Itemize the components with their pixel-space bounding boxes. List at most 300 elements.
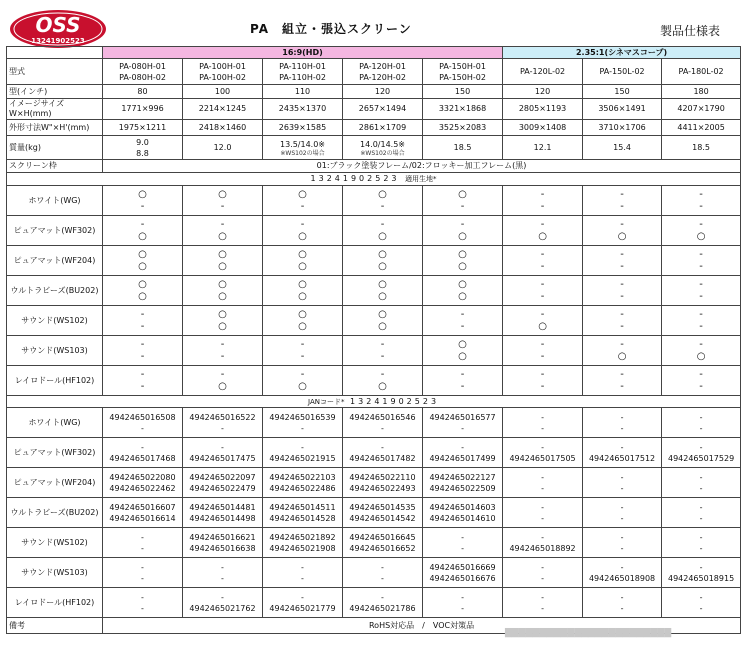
image-size-cell bbox=[183, 99, 263, 120]
cell-text: - bbox=[620, 380, 624, 392]
jan-code-cell bbox=[503, 408, 583, 438]
mark-pair bbox=[662, 219, 740, 243]
cell-text: - bbox=[620, 472, 624, 482]
cell-text: 4942465014498 bbox=[189, 513, 256, 523]
jan-code-cell bbox=[583, 588, 662, 618]
cell-text: 4942465017499 bbox=[429, 453, 496, 463]
size-cell bbox=[103, 85, 183, 99]
cell-text: PA-120H-02 bbox=[359, 72, 406, 82]
cell-text: - bbox=[460, 320, 465, 332]
cell-text: - bbox=[221, 442, 224, 452]
fabric-mark-cell bbox=[263, 246, 343, 276]
fabric-mark-cell bbox=[423, 276, 503, 306]
code-pair bbox=[103, 532, 182, 554]
cell-text: - bbox=[541, 592, 544, 602]
fabric-mark-cell bbox=[183, 216, 263, 246]
spec-title: 製品仕様表 bbox=[660, 24, 721, 38]
code-pair bbox=[503, 532, 582, 554]
cell-text: ○ bbox=[298, 308, 307, 320]
table-row bbox=[7, 186, 741, 216]
mark-pair bbox=[583, 219, 661, 243]
cell-text: ホワイト(WG) bbox=[28, 195, 81, 205]
cell-text: - bbox=[461, 603, 464, 613]
cell-text: 4942465016614 bbox=[109, 513, 176, 523]
jan-code-cell bbox=[103, 558, 183, 588]
mark-pair bbox=[343, 249, 422, 273]
cell-text: RoHS対応品 / VOC対策品 bbox=[368, 620, 475, 630]
cell-text: 2214×1245 bbox=[198, 104, 247, 113]
code-pair bbox=[103, 442, 182, 464]
fabric-mark-cell bbox=[183, 366, 263, 396]
cell-text: - bbox=[220, 368, 225, 380]
cell-text: PA-100H-01 bbox=[199, 61, 246, 71]
mark-pair bbox=[423, 279, 502, 303]
fabric-mark-cell bbox=[583, 186, 662, 216]
mark-pair bbox=[503, 249, 582, 273]
cell-text: ○ bbox=[617, 350, 627, 362]
jan-code-cell bbox=[343, 558, 423, 588]
cell-text: 4942465021762 bbox=[189, 603, 256, 613]
image-size-cell bbox=[263, 99, 343, 120]
cell-text: ○ bbox=[458, 350, 467, 362]
cell-text: 4942465016607 bbox=[109, 502, 176, 512]
mark-pair bbox=[503, 219, 582, 243]
outer-size-cell bbox=[343, 120, 423, 136]
cell-text: - bbox=[699, 308, 703, 320]
outer-size-cell bbox=[103, 120, 183, 136]
jan-code-cell bbox=[343, 588, 423, 618]
table-row bbox=[7, 173, 741, 186]
model-cell bbox=[343, 59, 423, 85]
jan-code-cell bbox=[263, 528, 343, 558]
cell-text: 4942465016652 bbox=[349, 543, 416, 553]
cell-text: - bbox=[699, 412, 703, 422]
cell-text: - bbox=[141, 603, 144, 613]
cell-text: ピュアマット(WF204) bbox=[13, 477, 96, 487]
code-pair bbox=[662, 502, 740, 524]
cell-text: ○ bbox=[218, 230, 227, 242]
table-row bbox=[7, 498, 741, 528]
cell-text: - bbox=[381, 562, 384, 572]
jan-code-cell bbox=[183, 468, 263, 498]
jan-code-cell bbox=[662, 468, 741, 498]
cell-text: ※WS102の場合 bbox=[280, 149, 325, 157]
mark-pair bbox=[183, 249, 262, 273]
mark-pair bbox=[263, 189, 342, 213]
cell-text: - bbox=[620, 562, 624, 572]
cell-text: - bbox=[540, 188, 545, 200]
jan-code-cell bbox=[423, 468, 503, 498]
cell-text: 18.5 bbox=[453, 143, 472, 152]
cell-text: - bbox=[620, 218, 624, 230]
cell-text: 120 bbox=[534, 86, 551, 96]
mark-pair bbox=[423, 339, 502, 363]
jan-code-cell bbox=[103, 588, 183, 618]
fabric-mark-cell bbox=[662, 306, 741, 336]
cell-text: - bbox=[460, 368, 465, 380]
fabric-mark-cell bbox=[343, 306, 423, 336]
cell-text: ○ bbox=[298, 380, 307, 392]
cell-text: 2657×1494 bbox=[358, 104, 407, 113]
cell-text: - bbox=[620, 603, 624, 613]
cell-text: - bbox=[221, 423, 224, 433]
fabric-mark-cell bbox=[263, 336, 343, 366]
code-pair bbox=[423, 472, 502, 494]
fabric-mark-cell bbox=[343, 216, 423, 246]
fabric-label bbox=[7, 276, 103, 306]
fabric-mark-cell bbox=[103, 336, 183, 366]
code-pair bbox=[343, 472, 422, 494]
cell-text: 4942465014481 bbox=[189, 502, 256, 512]
svg-text:OSS: OSS bbox=[35, 13, 81, 37]
jan-code-cell bbox=[423, 408, 503, 438]
fabric-label bbox=[7, 336, 103, 366]
fabric-mark-cell bbox=[503, 306, 583, 336]
cell-text: - bbox=[540, 380, 545, 392]
cell-text: サウンド(WS102) bbox=[21, 315, 88, 325]
cell-text: 4942465016577 bbox=[429, 412, 496, 422]
fabric-mark-cell bbox=[263, 306, 343, 336]
cell-text: - bbox=[301, 423, 304, 433]
fabric-mark-cell bbox=[423, 186, 503, 216]
mark-pair bbox=[183, 189, 262, 213]
cell-text: ○ bbox=[458, 260, 467, 272]
model-cell bbox=[583, 59, 662, 85]
fabric-mark-cell bbox=[103, 276, 183, 306]
outer-size-cell bbox=[503, 120, 583, 136]
corner-cell bbox=[7, 47, 103, 59]
cell-text: - bbox=[460, 308, 465, 320]
table-row bbox=[7, 246, 741, 276]
outer-size-cell bbox=[183, 120, 263, 136]
mark-pair bbox=[343, 369, 422, 393]
fabric-mark-cell bbox=[183, 336, 263, 366]
table-row bbox=[7, 396, 741, 408]
cell-text: ○ bbox=[218, 278, 227, 290]
cell-text: ○ bbox=[378, 308, 387, 320]
mark-pair bbox=[662, 309, 740, 333]
cell-text: ○ bbox=[458, 230, 467, 242]
cell-text: 4411×2005 bbox=[677, 122, 725, 132]
cell-text: ○ bbox=[298, 278, 307, 290]
size-cell bbox=[263, 85, 343, 99]
code-pair bbox=[503, 412, 582, 434]
code-pair bbox=[423, 412, 502, 434]
cell-text: - bbox=[141, 543, 144, 553]
table-row bbox=[7, 47, 741, 59]
image-size-cell bbox=[583, 99, 662, 120]
outer-size-cell bbox=[423, 120, 503, 136]
jan-label bbox=[7, 528, 103, 558]
cell-text: - bbox=[699, 188, 703, 200]
jan-code-cell bbox=[103, 528, 183, 558]
cell-text: - bbox=[620, 248, 624, 260]
mark-pair bbox=[423, 309, 502, 333]
code-pair bbox=[583, 472, 661, 494]
fabric-mark-cell bbox=[183, 276, 263, 306]
code-pair bbox=[423, 502, 502, 524]
cell-text: - bbox=[461, 423, 464, 433]
cell-text: 4942465014542 bbox=[349, 513, 416, 523]
fabric-mark-cell bbox=[583, 216, 662, 246]
cell-text: - bbox=[380, 200, 385, 212]
fabric-mark-cell bbox=[103, 246, 183, 276]
cell-text: PA-080H-01 bbox=[119, 61, 166, 71]
code-pair bbox=[263, 442, 342, 464]
cell-text: 4942465022493 bbox=[349, 483, 416, 493]
cell-text: - bbox=[220, 338, 225, 350]
mark-pair bbox=[503, 279, 582, 303]
cell-text: 13.5/14.0※ bbox=[279, 139, 326, 149]
cell-text: PA-110H-01 bbox=[279, 61, 326, 71]
cell-text: - bbox=[620, 532, 624, 542]
jan-code-cell bbox=[583, 528, 662, 558]
mark-pair bbox=[503, 309, 582, 333]
cell-text: - bbox=[699, 592, 703, 602]
code-pair bbox=[503, 472, 582, 494]
fabric-label bbox=[7, 366, 103, 396]
cell-text: - bbox=[699, 472, 703, 482]
jan-code-cell bbox=[183, 528, 263, 558]
mark-pair bbox=[423, 219, 502, 243]
code-pair bbox=[583, 442, 661, 464]
table-row bbox=[7, 276, 741, 306]
cell-text: 18.5 bbox=[692, 143, 710, 152]
weight-cell bbox=[103, 136, 183, 160]
cell-text: - bbox=[380, 338, 385, 350]
cell-text: 型式 bbox=[9, 66, 25, 76]
cell-text: 4942465022110 bbox=[349, 472, 416, 482]
cell-text: - bbox=[540, 260, 545, 272]
cell-text: 4942465018915 bbox=[667, 573, 735, 583]
cell-text: 4942465021892 bbox=[269, 532, 336, 542]
page-title: PA 組立・張込スクリーン bbox=[250, 22, 412, 36]
cell-text: - bbox=[620, 338, 624, 350]
cell-text: 4942465017482 bbox=[349, 453, 416, 463]
fabric-banner bbox=[7, 173, 741, 186]
fabric-mark-cell bbox=[662, 336, 741, 366]
cell-text: - bbox=[620, 513, 624, 523]
cell-text: 13241902523 bbox=[310, 174, 400, 183]
cell-text: 2639×1585 bbox=[278, 122, 327, 132]
cell-text: ○ bbox=[138, 248, 147, 260]
jan-code-cell bbox=[343, 438, 423, 468]
cell-text: ○ bbox=[218, 290, 227, 302]
jan-label bbox=[7, 438, 103, 468]
cell-text: 16:9(HD) bbox=[282, 47, 323, 57]
code-pair bbox=[662, 562, 740, 584]
jan-code-cell bbox=[662, 588, 741, 618]
mark-pair bbox=[503, 339, 582, 363]
cell-text: 4942465022080 bbox=[109, 472, 176, 482]
mark-pair bbox=[263, 279, 342, 303]
cell-text: - bbox=[541, 442, 544, 452]
cell-text: 4942465014610 bbox=[429, 513, 496, 523]
cell-text: - bbox=[541, 502, 544, 512]
cell-text: イメージサイズW×H(mm) bbox=[9, 99, 65, 118]
jan-code-cell bbox=[103, 498, 183, 528]
code-pair bbox=[343, 412, 422, 434]
cell-text: 110 bbox=[294, 86, 311, 96]
cell-text: - bbox=[620, 502, 624, 512]
mark-pair bbox=[183, 339, 262, 363]
mark-pair bbox=[423, 369, 502, 393]
cell-text: ○ bbox=[378, 320, 387, 332]
table-row bbox=[7, 120, 741, 136]
jan-code-cell bbox=[423, 558, 503, 588]
jan-code-cell bbox=[583, 408, 662, 438]
fabric-mark-cell bbox=[583, 276, 662, 306]
cell-text: ○ bbox=[138, 278, 147, 290]
jan-label bbox=[7, 588, 103, 618]
fabric-mark-cell bbox=[103, 216, 183, 246]
cell-text: - bbox=[381, 423, 384, 433]
mark-pair bbox=[423, 189, 502, 213]
code-pair bbox=[103, 412, 182, 434]
jan-code-cell bbox=[183, 588, 263, 618]
cell-text: 4942465017505 bbox=[509, 453, 576, 463]
mark-pair bbox=[183, 369, 262, 393]
cell-text: 2435×1370 bbox=[278, 104, 327, 113]
mark-pair bbox=[103, 249, 182, 273]
cell-text: - bbox=[620, 412, 624, 422]
code-pair bbox=[183, 502, 262, 524]
jan-label bbox=[7, 468, 103, 498]
cell-text: PA-120L-02 bbox=[519, 67, 566, 76]
cell-text: - bbox=[221, 592, 224, 602]
code-pair bbox=[343, 502, 422, 524]
fabric-banner-text: 適用生地* bbox=[405, 175, 437, 183]
jan-code-cell bbox=[263, 438, 343, 468]
cell-text: - bbox=[540, 248, 545, 260]
cell-text: 180 bbox=[693, 86, 709, 96]
table-row bbox=[7, 59, 741, 85]
jan-code-cell bbox=[263, 468, 343, 498]
cell-text: PA-150H-01 bbox=[439, 61, 486, 71]
cell-text: ○ bbox=[458, 278, 467, 290]
code-pair bbox=[263, 592, 342, 614]
cell-text: 4942465017529 bbox=[667, 453, 735, 463]
cell-text: ○ bbox=[378, 260, 387, 272]
code-pair bbox=[583, 592, 661, 614]
fabric-mark-cell bbox=[423, 366, 503, 396]
image-size-cell bbox=[423, 99, 503, 120]
cell-text: - bbox=[300, 368, 305, 380]
cell-text: 3525×2083 bbox=[438, 122, 487, 132]
cell-text: - bbox=[541, 573, 544, 583]
code-pair bbox=[662, 592, 740, 614]
code-pair bbox=[263, 412, 342, 434]
jan-code-cell bbox=[183, 558, 263, 588]
cell-text: - bbox=[541, 472, 544, 482]
cell-text: - bbox=[140, 368, 145, 380]
cell-text: - bbox=[540, 278, 545, 290]
image-size-cell bbox=[503, 99, 583, 120]
cell-text: ウルトラビーズ(BU202) bbox=[10, 285, 99, 295]
fabric-mark-cell bbox=[662, 276, 741, 306]
cell-text: - bbox=[699, 502, 703, 512]
cell-text: 1975×1211 bbox=[118, 122, 167, 132]
code-pair bbox=[583, 412, 661, 434]
outer-size-cell bbox=[662, 120, 741, 136]
code-pair bbox=[263, 562, 342, 584]
code-pair bbox=[263, 472, 342, 494]
cell-text: - bbox=[220, 200, 225, 212]
code-pair bbox=[503, 442, 582, 464]
jan-code-cell bbox=[583, 468, 662, 498]
cell-text: - bbox=[461, 532, 464, 542]
cell-text: 質量(kg) bbox=[9, 142, 41, 152]
jan-code-cell bbox=[503, 468, 583, 498]
cell-text: - bbox=[699, 442, 703, 452]
weight-cell bbox=[583, 136, 662, 160]
weight-cell bbox=[343, 136, 423, 160]
mark-pair bbox=[103, 339, 182, 363]
cell-text: 4942465016638 bbox=[189, 543, 256, 553]
code-pair bbox=[583, 502, 661, 524]
weight-cell bbox=[662, 136, 741, 160]
watermark: ▇▇▇▇▇▇▇▇▇▇▇▇▇▇▇▇▇▇▇▇▇▇▇▇ bbox=[505, 628, 672, 638]
fabric-mark-cell bbox=[343, 246, 423, 276]
cell-text: - bbox=[301, 592, 304, 602]
cell-text: - bbox=[699, 532, 703, 542]
cell-text: 12.0 bbox=[213, 143, 232, 152]
cell-text: ○ bbox=[298, 230, 307, 242]
cell-text: サウンド(WS103) bbox=[21, 567, 88, 577]
cell-text: - bbox=[541, 412, 544, 422]
fabric-mark-cell bbox=[662, 216, 741, 246]
fabric-mark-cell bbox=[503, 336, 583, 366]
cell-text: - bbox=[301, 573, 304, 583]
cell-text: ○ bbox=[538, 320, 547, 332]
cell-text: 2861×1709 bbox=[358, 122, 407, 132]
table-row bbox=[7, 588, 741, 618]
cell-text: ○ bbox=[218, 260, 227, 272]
fabric-mark-cell bbox=[423, 336, 503, 366]
code-pair bbox=[103, 472, 182, 494]
cell-text: 4942465022103 bbox=[269, 472, 336, 482]
cell-text: - bbox=[699, 483, 703, 493]
size-cell bbox=[423, 85, 503, 99]
fabric-mark-cell bbox=[103, 366, 183, 396]
cell-text: - bbox=[620, 483, 624, 493]
cell-text: 4942465014535 bbox=[349, 502, 416, 512]
mark-pair bbox=[263, 249, 342, 273]
mark-pair bbox=[263, 219, 342, 243]
cell-text: 4942465014528 bbox=[269, 513, 336, 523]
mark-pair bbox=[183, 279, 262, 303]
spec-table bbox=[6, 46, 741, 634]
mark-pair bbox=[343, 219, 422, 243]
jan-code-cell bbox=[662, 408, 741, 438]
fabric-mark-cell bbox=[583, 366, 662, 396]
jan-code-cell bbox=[423, 528, 503, 558]
cell-text: - bbox=[699, 338, 703, 350]
mark-pair bbox=[662, 249, 740, 273]
cell-text: - bbox=[699, 290, 703, 302]
fabric-mark-cell bbox=[503, 366, 583, 396]
cell-text: 14.0/14.5※ bbox=[359, 139, 406, 149]
cell-text: 4942465022097 bbox=[189, 472, 256, 482]
cell-text: PA-180L-02 bbox=[678, 67, 724, 76]
cell-text: ○ bbox=[458, 248, 467, 260]
cell-text: - bbox=[540, 200, 545, 212]
model-cell bbox=[662, 59, 741, 85]
fabric-mark-cell bbox=[183, 186, 263, 216]
code-pair bbox=[423, 532, 502, 554]
fabric-mark-cell bbox=[423, 306, 503, 336]
fabric-mark-cell bbox=[343, 276, 423, 306]
